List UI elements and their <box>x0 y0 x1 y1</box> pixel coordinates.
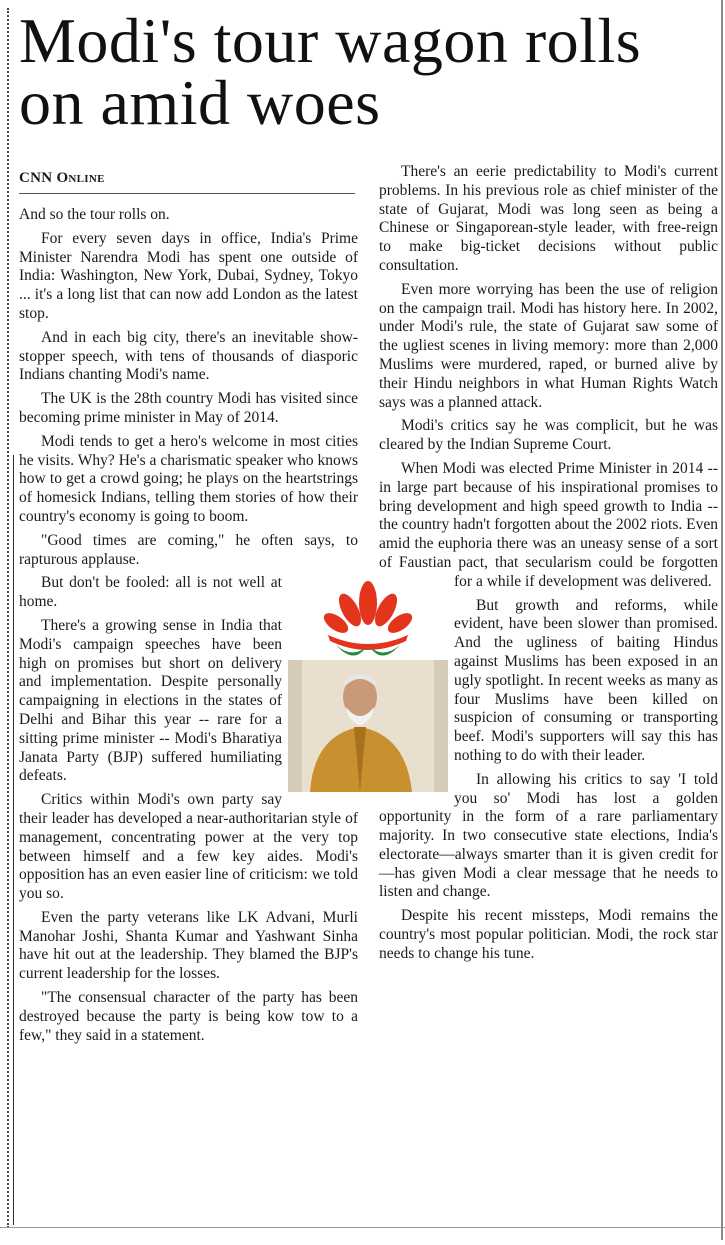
source-byline <box>19 170 355 194</box>
page-edge-bar <box>721 0 723 1240</box>
source-name: CNN Online <box>19 170 105 186</box>
right-column <box>379 163 718 969</box>
paragraph: In allowing his critics to say 'I told you so' Modi has lost a golden opportunity in the form of a rare parliamentary majority. In two consecutive state elections, India's electorate—always smarter than it is given credit for—has given Modi a clear message that he needs to listen and change. <box>379 770 718 901</box>
paragraph: There's a growing sense in India that Modi's campaign speeches have been high on promises but short on delivery and implementation. Despite personally campaigning in elections in the states of Delhi and Bihar this year -- rare for a sitting prime minister -- Modi's Bharatiya Janata Party (BJP) suffered humiliating defeats. <box>19 616 282 785</box>
article-photo <box>288 575 448 792</box>
paragraph: The UK is the 28th country Modi has visited since becoming prime minister in May of 2014. <box>19 390 358 426</box>
paragraph: Modi tends to get a hero's welcome in most cities he visits. Why? He's a charismatic speaker who knows how to get a crowd going; he plays on the heartstrings of homesick Indians, telling them stories of how their country's economy is going to boom. <box>19 432 358 525</box>
paragraph: But growth and reforms, while evident, have been slower than promised. And the ugliness of baiting Hindus against Muslims has been exposed in an ugly spotlight. In recent weeks as many as four Muslims have been killed on suspicion of consuming or transporting beef. Modi's supporters will say this has nothing to do with their leader. <box>454 596 718 764</box>
margin-dotted-rule <box>7 8 9 1228</box>
column-rule <box>13 455 14 1225</box>
paragraph: And in each big city, there's an inevitable show-stopper speech, with tens of thousands of diasporic Indians chanting Modi's name. <box>19 328 358 384</box>
paragraph: Even more worrying has been the use of religion on the campaign trail. Modi has history here. In 2002, under Modi's rule, the state of Gujarat saw some of the ugliest scenes in living memory: more than 2,000 Muslims were murdered, raped, or burned alive by their Hindu neighbors in what Human Rights Watch says was a planned attack. <box>379 280 718 411</box>
paragraph: "Good times are coming," he often says, to rapturous applause. <box>19 531 358 568</box>
paragraph: For every seven days in office, India's Prime Minister Narendra Modi has spent one outside of India: Washington, New York, Dubai, Sydney, Tokyo ... it's a long list that can now add London as the latest stop. <box>19 229 358 322</box>
paragraph: Critics within Modi's own party say their leader has developed a near-authoritarian style of management, concentrating power at the very top between himself and a few key aides. Modi's opposition has an even easier line of criticism: we told you so. <box>19 791 358 903</box>
paragraph: But don't be fooled: all is not well at home. <box>19 574 358 612</box>
paragraph: And so the tour rolls on. <box>19 206 170 223</box>
paragraph: There's an eerie predictability to Modi's current problems. In his previous role as chief minister of the state of Gujarat, Modi was long seen as being a Chinese or Singaporean-style leader, with free-reign to make big-ticket decisions without public consultation. <box>379 163 718 274</box>
paragraph: Modi's critics say he was complicit, but he was cleared by the Indian Supreme Court. <box>379 417 718 454</box>
paragraph: Despite his recent missteps, Modi remains the country's most popular politician. Modi, the rock star needs to change his tune. <box>379 907 718 962</box>
paragraph: When Modi was elected Prime Minister in 2014 -- in large part because of his inspirational promises to bring development and high speed growth to India -- the country hadn't forgotten about the 2002 riots. Even amid the euphoria there was an uneasy sense of a sort of Faustian pact, that secularism could be forgotten for a while if development was delivered. <box>379 460 718 592</box>
headline: Modi's tour wagon rolls on amid woes <box>19 5 642 138</box>
bottom-rule <box>0 1227 725 1228</box>
paragraph: "The consensual character of the party has been destroyed because the party is being kow tow to a few," they said in a statement. <box>19 989 358 1044</box>
photo-illustration <box>288 575 448 792</box>
paragraph: Even the party veterans like LK Advani, Murli Manohar Joshi, Shanta Kumar and Yashwant Sinha have hit out at the leadership. They blamed the BJP's current leadership for the losses. <box>19 908 358 983</box>
